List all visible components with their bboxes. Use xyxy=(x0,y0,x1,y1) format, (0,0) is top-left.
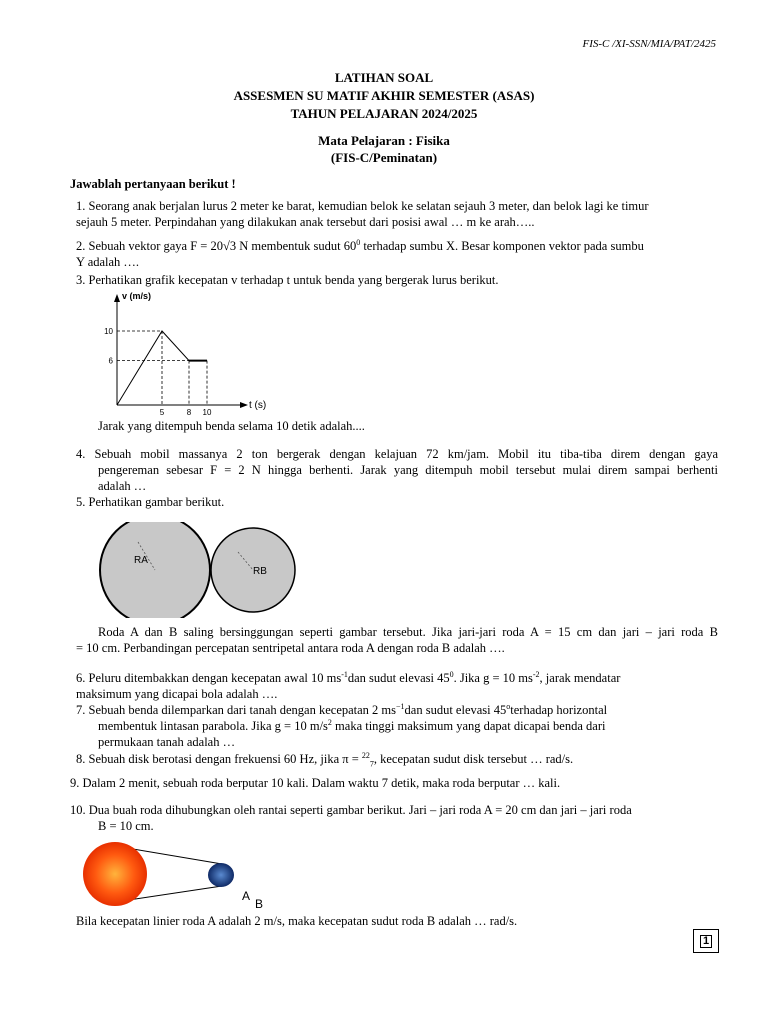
y-tick-6: 6 xyxy=(108,356,113,366)
y-axis-label: v (m/s) xyxy=(122,291,152,301)
q5-line-1: 5. Perhatikan gambar berikut. xyxy=(76,495,225,509)
q10-line-3: Bila kecepatan linier roda A adalah 2 m/s, maka kecepatan sudut roda B adalah … rad/s. xyxy=(76,914,518,928)
radius-b-label: RB xyxy=(253,566,267,577)
x-tick-10: 10 xyxy=(202,408,212,417)
document-code: FIS-C /XI-SSN/MIA/PAT/2425 xyxy=(582,38,716,50)
wheel-a-large xyxy=(83,842,147,906)
y-axis-arrow xyxy=(114,294,120,302)
q2-line-1: 2. Sebuah vektor gaya F = 20√3 N membentuk sudut $60^0$ terhadap sumbu X. Besar komponen vektor pada sumbu xyxy=(76,237,644,253)
wheel-b-small xyxy=(208,863,234,887)
q4-line-2: pengereman sebesar F = 2 N hingga berhenti. Jarak yang ditempuh mobil tersebut mulai direm sampai berhenti xyxy=(98,463,718,477)
q7-line-2: membentuk lintasan parabola. Jika g = 10 $m/s^2$ maka tinggi maksimum yang dapat dicapai benda dari xyxy=(98,717,606,733)
x-tick-8: 8 xyxy=(186,408,192,417)
q4-line-3: adalah … xyxy=(98,479,147,493)
subject-type-line: (FIS-C/Peminatan) xyxy=(330,150,438,165)
x-tick-5: 5 xyxy=(159,408,165,417)
q6-line-1: 6. Peluru ditembakkan dengan kecepatan awal 10 $ms^{-1}dan$ sudut elevasi $45^0$. Jika g = 10 $ms^{-2}$, jarak mendatar xyxy=(76,669,621,685)
q2-line-2: Y adalah …. xyxy=(76,255,140,269)
title-line-3: TAHUN PELAJARAN 2024/2025 xyxy=(290,106,478,121)
q9-line: 9. Dalam 2 menit, sebuah roda berputar 10 kali. Dalam waktu 7 detik, maka roda berputar … kali. xyxy=(70,776,561,790)
q5-line-2: Roda A dan B saling bersinggungan seperti gambar tersebut. Jika jari-jari roda A = 15 cm dan jari – jari roda B xyxy=(98,625,718,639)
q5-line-3: = 10 cm. Perbandingan percepatan sentripetal antara roda A dengan roda B adalah …. xyxy=(76,641,505,655)
q10-line-2: B = 10 cm. xyxy=(98,819,154,833)
subject-line: Mata Pelajaran : Fisika xyxy=(318,133,450,148)
radius-a-label: RA xyxy=(134,555,148,566)
q3-question: Jarak yang ditempuh benda selama 10 detik adalah.... xyxy=(98,419,365,433)
q3-line-1: 3. Perhatikan grafik kecepatan v terhadap t untuk benda yang bergerak lurus berikut. xyxy=(76,273,499,287)
title-line-2: ASSESMEN SU MATIF AKHIR SEMESTER (ASAS) xyxy=(233,88,535,103)
title-line-1: LATIHAN SOAL xyxy=(334,70,434,85)
x-axis-arrow xyxy=(240,402,248,408)
instruction: Jawablah pertanyaan berikut ! xyxy=(70,177,236,191)
q7-line-1: 7. Sebuah benda dilemparkan dari tanah dengan kecepatan 2 $ms^{-1}dan$ sudut elevasi 45$^o$terhadap horizontal xyxy=(76,701,608,717)
q4-line-1: 4. Sebuah mobil massanya 2 ton bergerak dengan kelajuan 72 km/jam. Mobil itu tiba-tiba direm dengan gaya xyxy=(76,447,718,461)
chain-wheels-figure xyxy=(80,840,280,912)
touching-wheels-figure xyxy=(98,522,308,618)
q10-line-1: 10. Dua buah roda dihubungkan oleh rantai seperti gambar berikut. Jari – jari roda A = 20 cm dan jari – jari roda xyxy=(70,803,632,817)
velocity-time-graph xyxy=(92,288,282,418)
q1-line-2: sejauh 5 meter. Perpindahan yang dilakukan anak tersebut dari posisi awal … m ke arah….. xyxy=(76,215,535,229)
page-number-box xyxy=(693,929,719,953)
q8-line: 8. Sebuah disk berotasi dengan frekuensi 60 Hz, jika π = $^{22}_7$, kecepatan sudut disk tersebut … rad/s. xyxy=(76,750,574,769)
x-axis-label: t (s) xyxy=(249,400,267,411)
wheel-b-label: B xyxy=(255,897,264,911)
q6-line-2: maksimum yang dicapai bola adalah …. xyxy=(76,687,278,701)
page-number: 1 xyxy=(700,935,712,948)
q1-line-1: 1. Seorang anak berjalan lurus 2 meter ke barat, kemudian belok ke selatan sejauh 3 meter, dan belok lagi ke timur xyxy=(76,199,649,213)
y-tick-10: 10 xyxy=(104,327,113,336)
q7-line-3: permukaan tanah adalah … xyxy=(98,735,236,749)
wheel-a-label: A xyxy=(242,889,251,903)
